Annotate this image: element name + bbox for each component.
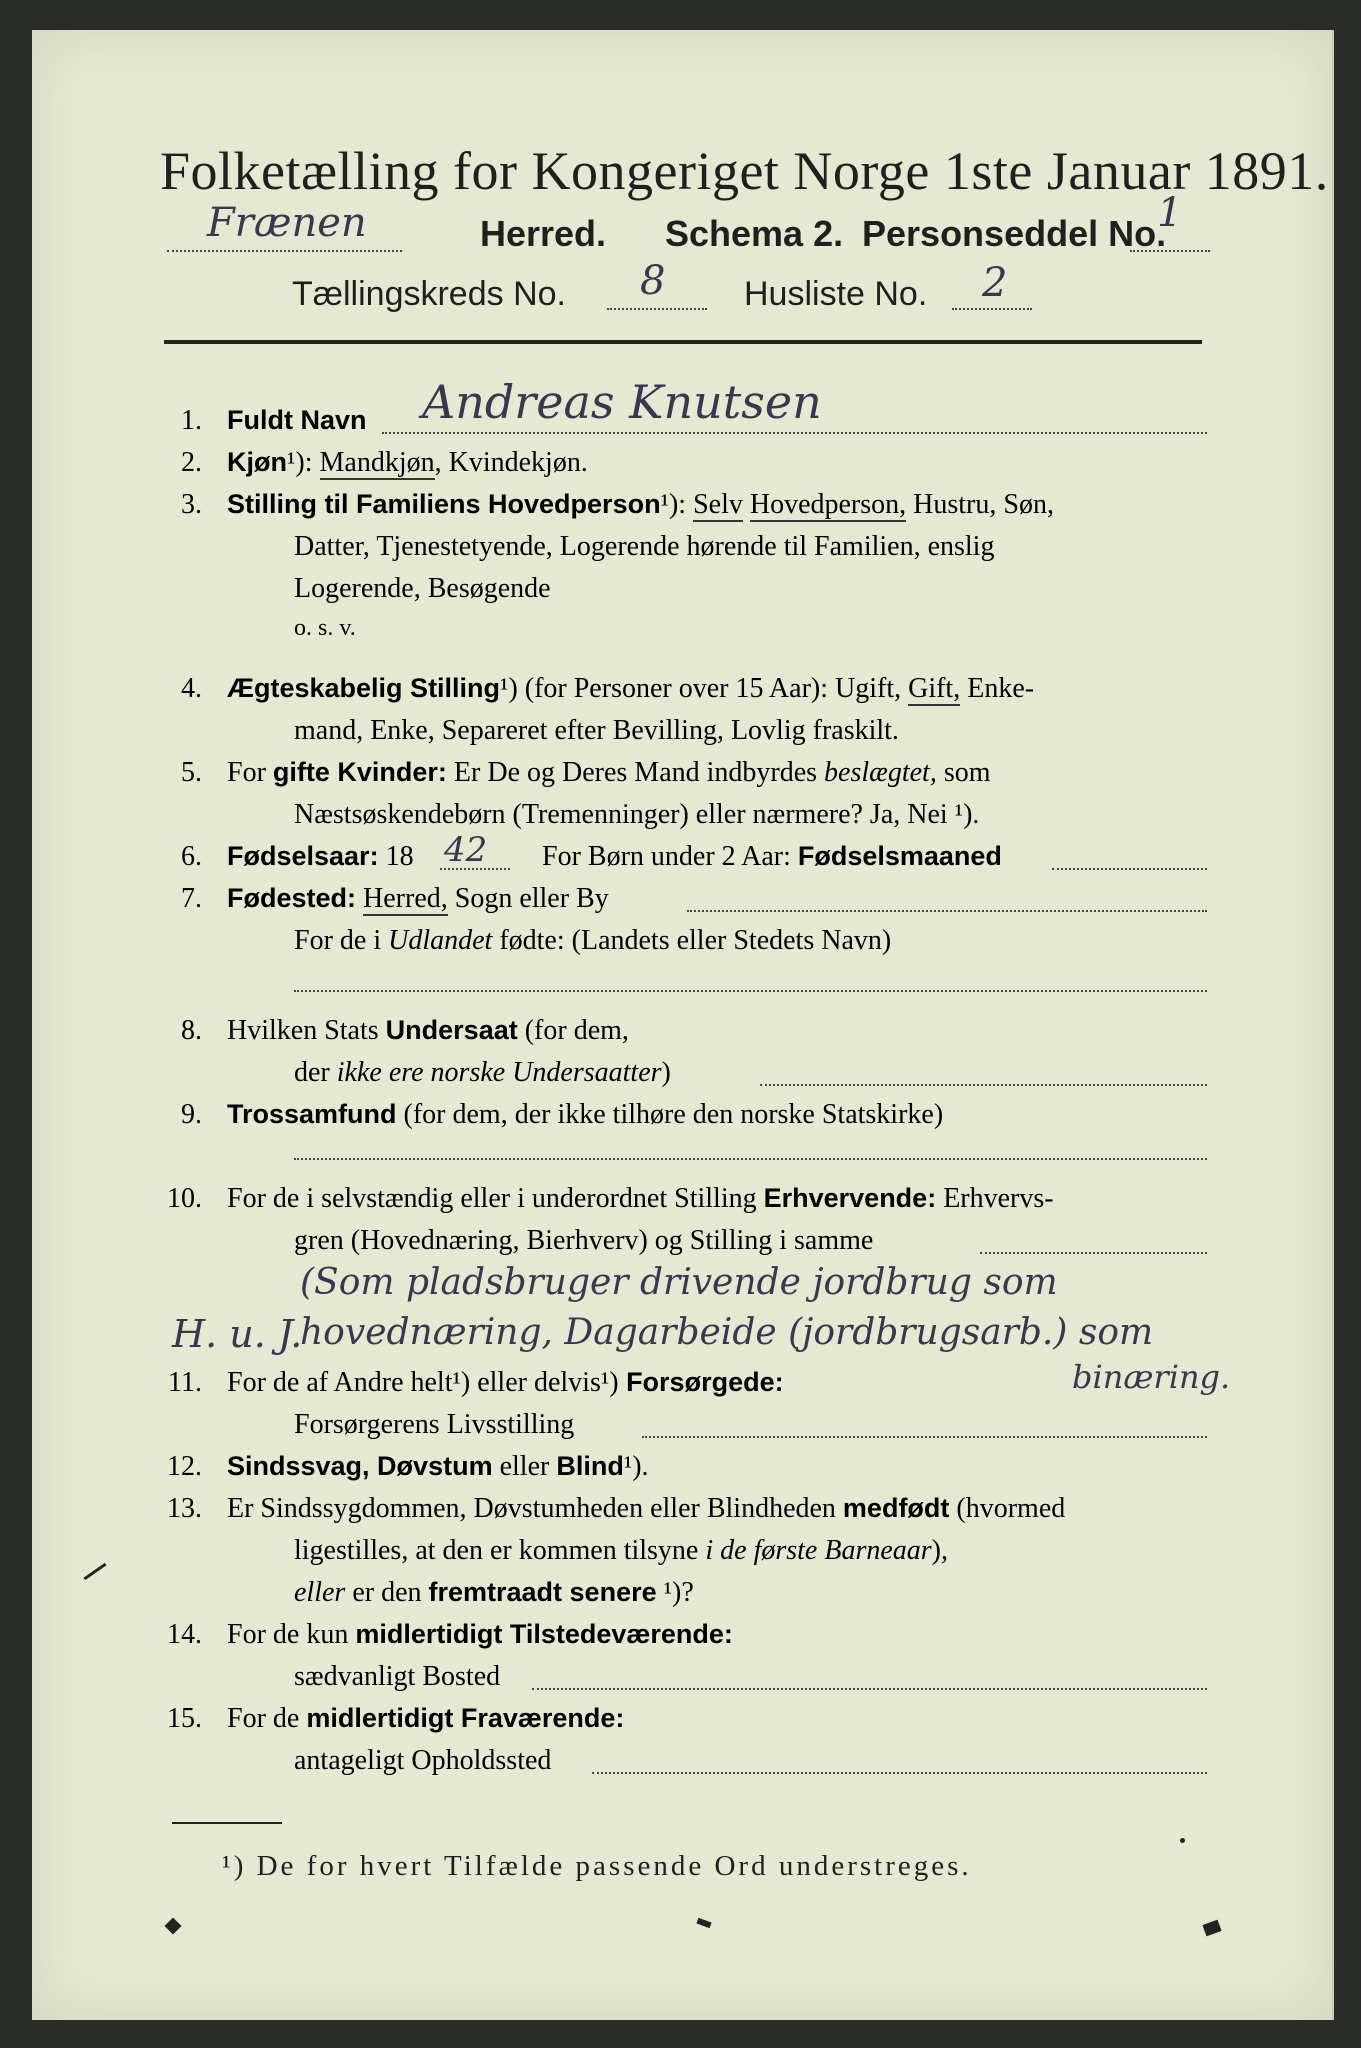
schema-label: Schema 2. (665, 213, 844, 254)
item-6-dotted-line (1052, 868, 1207, 870)
item-7-text: Fødested: Herred, Sogn eller By (227, 883, 609, 914)
item-3-text: Stilling til Familiens Hovedperson¹): Selv Hovedperson, Hustru, Søn, (227, 489, 1054, 520)
kreds-label: Tællingskreds No. (292, 275, 566, 313)
birth-year-dotted-line (440, 868, 510, 870)
item-11-text: For de af Andre helt¹) eller delvis¹) Forsørgede: (227, 1367, 784, 1398)
selected-selv: Selv (693, 489, 743, 520)
item-8-dotted-line (760, 1084, 1207, 1086)
item-12-text: Sindssvag, Døvstum eller Blind¹). (227, 1451, 649, 1482)
item-10-dotted-line (980, 1252, 1207, 1254)
item-6-text: Fødselsaar: 18 (227, 841, 414, 872)
item-13-number: 13. (167, 1493, 202, 1524)
item-9-dotted-line (294, 1158, 1207, 1160)
item-5-line-2: Næstsøskendebørn (Tremenninger) eller nærmere? Ja, Nei ¹). (294, 799, 980, 830)
item-4-line-2: mand, Enke, Separeret efter Bevilling, Lovlig fraskilt. (294, 715, 899, 746)
item-6-text-2: For Børn under 2 Aar: Fødselsmaaned (542, 841, 1002, 872)
item-14-text: For de kun midlertidigt Tilstedeværende: (227, 1619, 733, 1650)
item-14-dotted-line (532, 1688, 1207, 1690)
herred-value: Frænen (207, 200, 367, 246)
selected-hovedperson: Hovedperson, (749, 489, 907, 520)
husliste-dotted-line (952, 308, 1032, 310)
item-6-number: 6. (181, 841, 202, 872)
footnote: ¹) De for hvert Tilfælde passende Ord understreges. (222, 1850, 972, 1882)
item-15-dotted-line (592, 1772, 1207, 1774)
item-3-number: 3. (181, 489, 202, 520)
occupation-handwritten-line-2: hovednæring, Dagarbeide (jordbrugsarb.) som (300, 1312, 1154, 1353)
ink-mark (165, 1918, 182, 1935)
item-3-line-4: o. s. v. (294, 615, 356, 641)
kreds-dotted-line (607, 308, 707, 310)
item-2-number: 2. (181, 447, 202, 478)
personseddel-dotted-line (1130, 250, 1210, 252)
kreds-value: 8 (640, 258, 666, 304)
item-3-line-3: Logerende, Besøgende (294, 573, 551, 604)
selected-gift: Gift, (908, 673, 961, 704)
item-8-line-2: der ikke ere norske Undersaatter) (294, 1057, 671, 1088)
occupation-handwritten-line-3: binæring. (1072, 1358, 1231, 1396)
item-3-line-2: Datter, Tjenestetyende, Logerende hørende til Familien, enslig (294, 531, 995, 562)
item-9-text: Trossamfund (for dem, der ikke tilhøre den norske Statskirke) (227, 1099, 944, 1130)
item-7-dotted-line (687, 910, 1207, 912)
personseddel-label: Personseddel No. (862, 213, 1167, 254)
husliste-label: Husliste No. (744, 275, 928, 313)
item-14-line-2: sædvanligt Bosted (294, 1661, 501, 1692)
item-10-number: 10. (167, 1183, 202, 1214)
item-10-line-2: gren (Hovednæring, Bierhverv) og Stilling i samme (294, 1225, 874, 1256)
census-form-sheet (32, 30, 1334, 2020)
husliste-value: 2 (982, 260, 1008, 306)
item-11-dotted-line (642, 1436, 1207, 1438)
item-11-line-2: Forsørgerens Livsstilling (294, 1409, 575, 1440)
item-7-line-2: For de i Udlandet fødte: (Landets eller Stedets Navn) (294, 925, 892, 956)
item-1-dotted-line (382, 432, 1207, 434)
item-4-text: Ægteskabelig Stilling¹) (for Personer over 15 Aar): Ugift, Gift, Enke- (227, 673, 1035, 704)
item-13-line-3: eller er den fremtraadt senere ¹)? (294, 1577, 694, 1608)
item-14-number: 14. (167, 1619, 202, 1650)
item-1-number: 1. (181, 405, 202, 436)
ink-mark (696, 1918, 711, 1928)
selected-mandkjon: Mandkjøn (319, 447, 435, 478)
item-13-text: Er Sindssygdommen, Døvstumheden eller Blindheden medfødt (hvormed (227, 1493, 1066, 1524)
item-15-line-2: antageligt Opholdssted (294, 1745, 552, 1776)
herred-dotted-line (167, 250, 402, 252)
birth-year-value: 42 (444, 830, 488, 870)
item-9-number: 9. (181, 1099, 202, 1130)
item-8-text: Hvilken Stats Undersaat (for dem, (227, 1015, 629, 1046)
item-10-text: For de i selvstændig eller i underordnet Stilling Erhvervende: Erhvervs- (227, 1183, 1054, 1214)
item-2-text: Kjøn¹): Mandkjøn, Kvindekjøn. (227, 447, 588, 478)
full-name-value: Andreas Knutsen (422, 375, 822, 429)
selected-herred: Herred, (363, 883, 448, 914)
ink-mark (1202, 1920, 1221, 1937)
footnote-rule (172, 1822, 282, 1824)
occupation-handwritten-line-1: (Som pladsbruger drivende jordbrug som (300, 1262, 1058, 1303)
header-rule (164, 340, 1202, 344)
item-1-label: Fuldt Navn (227, 405, 367, 435)
item-13-line-2: ligestilles, at den er kommen tilsyne i de første Barneaar), (294, 1535, 948, 1566)
item-5-number: 5. (181, 757, 202, 788)
form-title: Folketælling for Kongeriget Norge 1ste Januar 1891. (160, 141, 1329, 201)
item-8-number: 8. (181, 1015, 202, 1046)
herred-label: Herred. (480, 213, 607, 254)
ink-mark (1180, 1838, 1185, 1843)
item-12-number: 12. (167, 1451, 202, 1482)
item-7-number: 7. (181, 883, 202, 914)
item-15-text: For de midlertidigt Fraværende: (227, 1703, 625, 1734)
ink-mark (83, 1563, 106, 1580)
item-4-number: 4. (181, 673, 202, 704)
personseddel-value: 1 (1157, 190, 1183, 236)
item-5-text: For gifte Kvinder: Er De og Deres Mand indbyrdes beslægtet, som (227, 757, 991, 788)
item-15-number: 15. (167, 1703, 202, 1734)
margin-note-handwritten: H. u. J. (172, 1312, 303, 1356)
item-7-dotted-line-2 (294, 990, 1207, 992)
item-11-number: 11. (168, 1367, 202, 1398)
